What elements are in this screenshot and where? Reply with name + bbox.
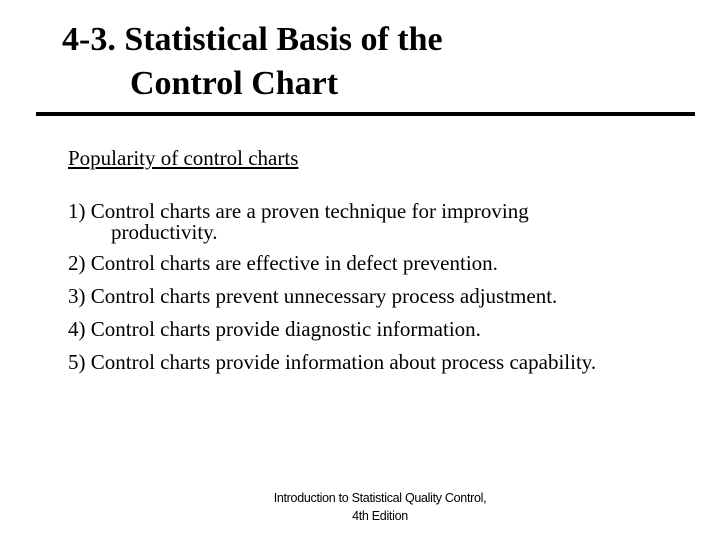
list-item: 5) Control charts provide information about process capability. (68, 350, 597, 374)
title-divider (36, 112, 695, 116)
footer-line2: 4th Edition (352, 509, 408, 523)
list-item: 3) Control charts prevent unnecessary process adjustment. (68, 284, 558, 308)
slide-title (62, 18, 443, 106)
slide-footer (230, 489, 530, 525)
list-item: 4) Control charts provide diagnostic information. (68, 317, 481, 341)
footer-line1: Introduction to Statistical Quality Control, (273, 491, 487, 505)
benefits-list (68, 198, 596, 379)
list-item (68, 198, 596, 244)
slide-title-line2: Control Chart (130, 65, 339, 102)
list-item-line1: 1) Control charts are a proven technique for improving (68, 199, 529, 223)
list-item: 2) Control charts are effective in defect prevention. (68, 251, 498, 275)
section-heading: Popularity of control charts (68, 146, 299, 170)
list-item-line2: productivity. (111, 220, 218, 244)
slide-title-line1: 4-3. Statistical Basis of the (62, 21, 443, 58)
